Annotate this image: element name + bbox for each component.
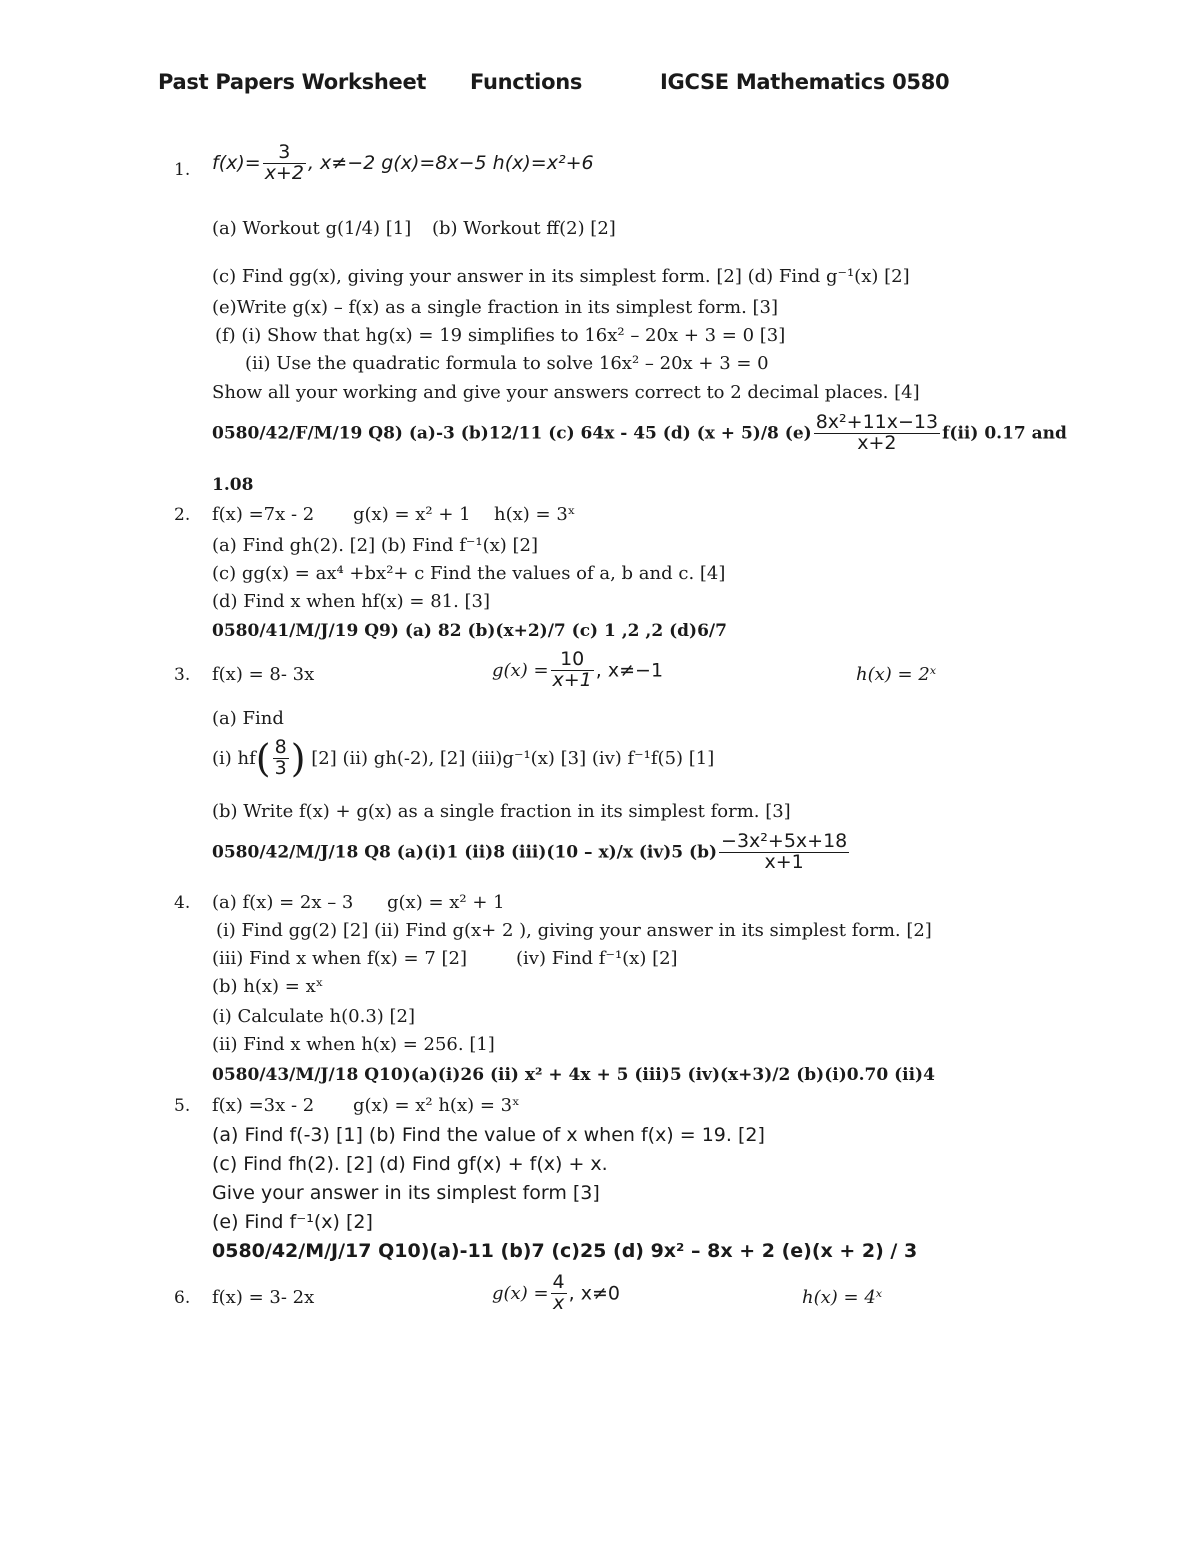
q2-number: 2. (174, 505, 191, 525)
q3-line-i-post: [2] (ii) gh(-2), [2] (iii)g⁻¹(x) [3] (iv) f⁻¹f(5) [1] (311, 747, 715, 769)
q3-answer-a: 0580/42/M/J/18 Q8 (a)(i)1 (ii)8 (iii)(10 – x)/x (iv)5 (b) (212, 842, 718, 863)
q1-definition-b: , x≠−2 g(x)=8x−5 h(x)=x²+6 (307, 151, 594, 174)
q3-answer-den: x+1 (764, 850, 804, 873)
q5-answer: 0580/42/M/J/17 Q10)(a)-11 (b)7 (c)25 (d) 9x² – 8x + 2 (e)(x + 2) / 3 (212, 1240, 918, 1262)
q6-g (492, 1273, 620, 1314)
q3-g-frac (551, 650, 594, 691)
q1-frac-num: 3 (263, 143, 306, 164)
q4-answer: 0580/43/M/J/18 Q10)(a)(i)26 (ii) x² + 4x + 5 (iii)5 (iv)(x+3)/2 (b)(i)0.70 (ii)4 (212, 1065, 935, 1085)
q5-line-a: (a) Find f(-3) [1] (b) Find the value of x when f(x) = 19. [2] (212, 1124, 765, 1146)
q1-line-f1: (f) (i) Show that hg(x) = 19 simplifies to 16x² – 20x + 3 = 0 [3] (215, 325, 786, 346)
q3-answer-num: −3x²+5x+18 (721, 830, 848, 852)
q5-g: g(x) = x² h(x) = 3ˣ (353, 1095, 520, 1116)
header-right: IGCSE Mathematics 0580 (660, 70, 950, 94)
q3-line-a: (a) Find (212, 708, 284, 729)
q4-line-bi: (i) Calculate h(0.3) [2] (212, 1006, 416, 1027)
q1-answer (212, 413, 1067, 454)
q1-line-b: (b) Workout ff(2) [2] (432, 218, 616, 239)
q1-answer-b: f(ii) 0.17 and (942, 423, 1067, 444)
q2-g: g(x) = x² + 1 (353, 504, 471, 525)
q3-line-i-num: 8 (274, 736, 287, 758)
q3-line-i (212, 738, 714, 779)
q3-h: h(x) = 2ˣ (856, 664, 937, 685)
q6-g-cond: , x≠0 (568, 1282, 620, 1305)
q5-line-e: (e) Find f⁻¹(x) [2] (212, 1211, 373, 1233)
q5-line-give: Give your answer in its simplest form [3] (212, 1182, 600, 1204)
q3-g (492, 650, 663, 691)
q3-g-num: 10 (551, 650, 594, 671)
q3-line-i-pre: (i) hf (212, 747, 256, 769)
q6-g-den: x (552, 1291, 565, 1314)
left-paren-icon: ( (255, 736, 271, 781)
q5-line-c: (c) Find fh(2). [2] (d) Find gf(x) + f(x) + x. (212, 1153, 608, 1175)
q3-line-i-frac (273, 738, 289, 779)
q4-g: g(x) = x² + 1 (387, 892, 505, 913)
q4-line-iv: (iv) Find f⁻¹(x) [2] (516, 948, 678, 969)
q6-number: 6. (174, 1288, 191, 1308)
header-left: Past Papers Worksheet (158, 70, 427, 94)
q1-answer-frac (814, 413, 940, 454)
q6-g-label: g(x) = (492, 1282, 549, 1304)
q1-line-f2: (ii) Use the quadratic formula to solve 16x² – 20x + 3 = 0 (245, 353, 769, 374)
q2-line-d: (d) Find x when hf(x) = 81. [3] (212, 591, 491, 612)
q1-line-c: (c) Find gg(x), giving your answer in its simplest form. [2] (d) Find g⁻¹(x) [2] (212, 266, 910, 287)
q3-answer (212, 832, 851, 873)
q1-line-e: (e)Write g(x) – f(x) as a single fraction in its simplest form. [3] (212, 297, 779, 318)
q3-line-b: (b) Write f(x) + g(x) as a single fraction in its simplest form. [3] (212, 801, 791, 822)
q2-answer: 0580/41/M/J/19 Q9) (a) 82 (b)(x+2)/7 (c) 1 ,2 ,2 (d)6/7 (212, 621, 727, 641)
q1-answer-c: 1.08 (212, 475, 254, 495)
q1-answer-frac-num: 8x²+11x−13 (815, 411, 939, 433)
q4-f: (a) f(x) = 2x – 3 (212, 892, 354, 913)
q2-f: f(x) =7x - 2 (212, 504, 315, 525)
q3-line-i-den: 3 (274, 756, 287, 779)
q1-answer-frac-den: x+2 (857, 431, 897, 454)
q1-frac-den: x+2 (264, 161, 304, 184)
q3-number: 3. (174, 665, 191, 685)
right-paren-icon: ) (290, 736, 306, 781)
q6-f: f(x) = 3- 2x (212, 1287, 315, 1308)
q2-line-c: (c) gg(x) = ax⁴ +bx²+ c Find the values of a, b and c. [4] (212, 563, 726, 584)
q3-g-den: x+1 (552, 668, 592, 691)
q1-definition-frac (263, 143, 306, 184)
q1-definition (212, 143, 594, 184)
q4-line-b: (b) h(x) = xˣ (212, 976, 324, 997)
q3-f: f(x) = 8- 3x (212, 664, 315, 685)
q2-line-a: (a) Find gh(2). [2] (b) Find f⁻¹(x) [2] (212, 535, 539, 556)
q4-line-i: (i) Find gg(2) [2] (ii) Find g(x+ 2 ), giving your answer in its simplest form. [2] (216, 920, 932, 941)
q6-g-num: 4 (552, 1271, 565, 1293)
q1-answer-a: 0580/42/F/M/19 Q8) (a)-3 (b)12/11 (c) 64x - 45 (d) (x + 5)/8 (e) (212, 423, 812, 444)
q1-number: 1. (174, 160, 191, 180)
q5-number: 5. (174, 1096, 191, 1116)
q3-answer-frac (719, 832, 849, 873)
q6-g-frac (551, 1273, 567, 1314)
q3-g-cond: , x≠−1 (595, 659, 664, 682)
q3-g-label: g(x) = (492, 659, 549, 681)
q5-f: f(x) =3x - 2 (212, 1095, 315, 1116)
q1-line-a: (a) Workout g(1/4) [1] (212, 218, 412, 239)
q4-line-bii: (ii) Find x when h(x) = 256. [1] (212, 1034, 495, 1055)
q4-line-iii: (iii) Find x when f(x) = 7 [2] (212, 948, 468, 969)
q6-h: h(x) = 4ˣ (802, 1287, 883, 1308)
q4-number: 4. (174, 893, 191, 913)
q2-h: h(x) = 3ˣ (494, 504, 576, 525)
q1-line-show: Show all your working and give your answers correct to 2 decimal places. [4] (212, 382, 920, 403)
q1-definition-a: f(x)= (212, 151, 261, 174)
header-center: Functions (470, 70, 583, 94)
